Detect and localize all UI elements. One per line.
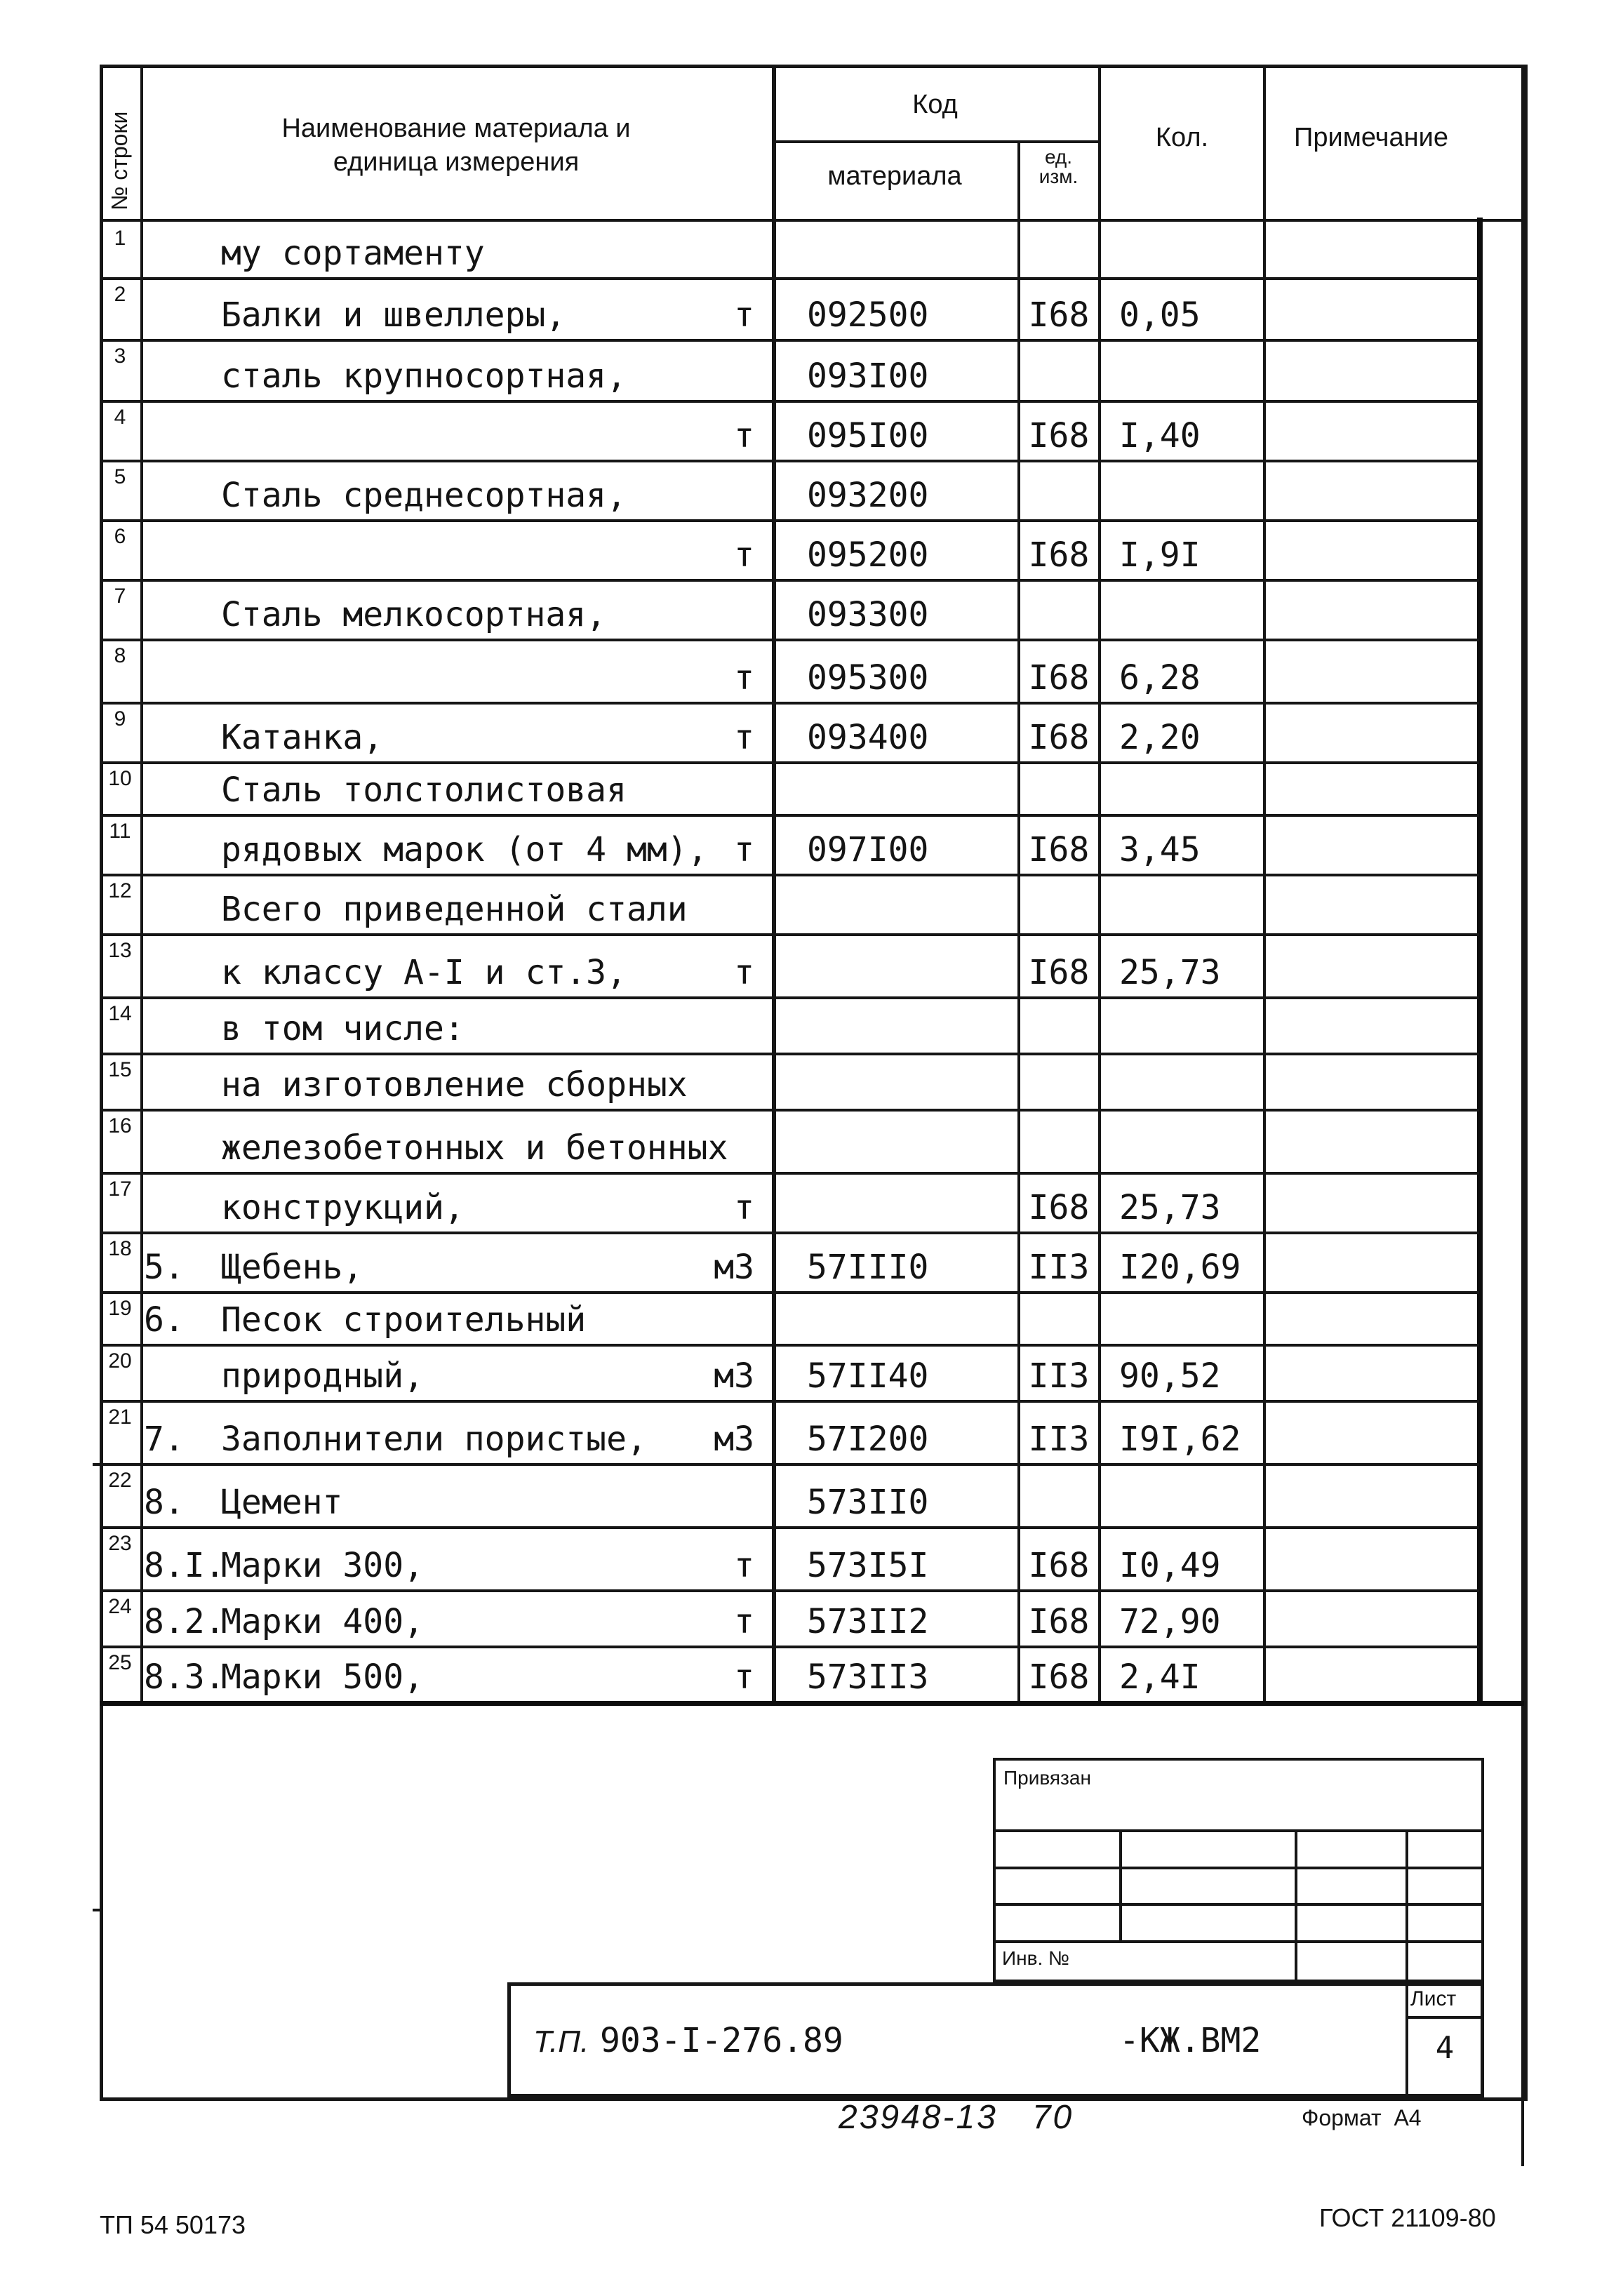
row-number: 4 bbox=[114, 406, 126, 429]
unit-code: I68 bbox=[1028, 953, 1090, 992]
sheet-label-line bbox=[1405, 2016, 1484, 2019]
material-unit: м3 bbox=[714, 1248, 754, 1287]
row-number: 17 bbox=[108, 1177, 132, 1201]
name-header-line1: Наименование материала и bbox=[281, 114, 631, 143]
code-unit-header-line1: ед. bbox=[1044, 146, 1073, 168]
quantity: 2,20 bbox=[1119, 718, 1201, 757]
material-name: Марки 500, bbox=[221, 1657, 424, 1697]
material-code: 573I5I bbox=[807, 1546, 929, 1585]
handwritten-number: 23948-13 70 bbox=[839, 2099, 1074, 2136]
sheet-number: 4 bbox=[1435, 2030, 1455, 2066]
col-rowno-line bbox=[140, 65, 143, 1703]
material-name: в том числе: bbox=[221, 1009, 465, 1048]
unit-code: II3 bbox=[1028, 1248, 1090, 1287]
material-unit: т bbox=[734, 830, 754, 869]
bound-line3 bbox=[993, 1903, 1484, 1906]
code-header: Код bbox=[912, 90, 958, 119]
qty-header: Кол. bbox=[1155, 123, 1209, 152]
edge-tick-1 bbox=[93, 1463, 102, 1466]
material-name: к классу А-I и ст.3, bbox=[221, 953, 627, 992]
row-divider bbox=[100, 460, 1479, 462]
quantity: I20,69 bbox=[1119, 1248, 1241, 1287]
material-name: на изготовление сборных bbox=[221, 1065, 688, 1104]
name-header-line2: единица измерения bbox=[333, 147, 580, 177]
bound-vline2 bbox=[1295, 1829, 1297, 1982]
row-number: 25 bbox=[108, 1651, 132, 1674]
row-number: 24 bbox=[108, 1595, 132, 1618]
unit-code: I68 bbox=[1028, 658, 1090, 698]
material-name: Марки 400, bbox=[221, 1602, 424, 1641]
row-divider bbox=[100, 579, 1479, 582]
row-divider bbox=[100, 1646, 1479, 1648]
material-name: Сталь толстолистовая bbox=[221, 770, 627, 810]
row-divider bbox=[100, 339, 1479, 342]
row-divider bbox=[100, 1172, 1479, 1175]
material-name: Заполнители пористые, bbox=[221, 1420, 647, 1459]
quantity: 2,4I bbox=[1119, 1657, 1201, 1697]
footer-right: ГОСТ 21109-80 bbox=[1319, 2203, 1496, 2232]
unit-code: I68 bbox=[1028, 295, 1090, 335]
material-code: 093300 bbox=[807, 595, 929, 634]
unit-code: I68 bbox=[1028, 535, 1090, 575]
material-code: 57I200 bbox=[807, 1420, 929, 1459]
material-name: Цемент bbox=[221, 1483, 343, 1522]
material-name: рядовых марок (от 4 мм), bbox=[221, 830, 708, 869]
material-code: 095300 bbox=[807, 658, 929, 698]
format-label: Формат А4 bbox=[1302, 2105, 1422, 2130]
quantity: 0,05 bbox=[1119, 295, 1201, 335]
header-bottom-line bbox=[100, 219, 1524, 222]
material-code: 573II0 bbox=[807, 1483, 929, 1522]
row-divider bbox=[100, 1400, 1479, 1403]
row-number: 6 bbox=[114, 525, 126, 548]
col-name-line bbox=[772, 65, 776, 1703]
footer-left: ТП 54 50173 bbox=[100, 2210, 246, 2239]
row-number: 8 bbox=[114, 644, 126, 667]
material-code: 57II40 bbox=[807, 1356, 929, 1396]
material-unit: т bbox=[734, 658, 754, 698]
unit-code: II3 bbox=[1028, 1420, 1090, 1459]
row-number: 1 bbox=[114, 227, 126, 250]
bound-line4 bbox=[993, 1940, 1484, 1943]
code-subheader-line bbox=[772, 140, 1098, 143]
row-number: 7 bbox=[114, 585, 126, 608]
row-divider bbox=[100, 1526, 1479, 1529]
col-qty-line bbox=[1263, 65, 1266, 1703]
inventory-label: Инв. № bbox=[1002, 1947, 1070, 1969]
row-divider bbox=[100, 400, 1479, 403]
material-unit: т bbox=[734, 295, 754, 335]
doc-code: -КЖ.ВМ2 bbox=[1119, 2021, 1262, 2060]
row-divider bbox=[100, 1232, 1479, 1234]
material-code: 092500 bbox=[807, 295, 929, 335]
row-divider bbox=[100, 702, 1479, 705]
unit-code: I68 bbox=[1028, 1602, 1090, 1641]
item-number: 8.2. bbox=[144, 1602, 225, 1641]
edge-tick-2 bbox=[93, 1909, 102, 1911]
quantity: I9I,62 bbox=[1119, 1420, 1241, 1459]
col-unit-line bbox=[1098, 65, 1101, 1703]
bound-label: Привязан bbox=[1003, 1767, 1091, 1789]
material-name: Сталь среднесортная, bbox=[221, 476, 627, 515]
material-name: Щебень, bbox=[221, 1248, 363, 1287]
row-divider bbox=[100, 874, 1479, 876]
item-number: 7. bbox=[144, 1420, 185, 1459]
row-number: 14 bbox=[108, 1002, 132, 1025]
material-code: 093400 bbox=[807, 718, 929, 757]
material-unit: т bbox=[734, 953, 754, 992]
row-divider bbox=[100, 996, 1479, 999]
unit-code: I68 bbox=[1028, 416, 1090, 455]
row-divider bbox=[100, 519, 1479, 522]
row-divider bbox=[100, 277, 1479, 280]
material-unit: т bbox=[734, 1188, 754, 1227]
row-number: 19 bbox=[108, 1297, 132, 1320]
unit-code: I68 bbox=[1028, 1546, 1090, 1585]
material-unit: т bbox=[734, 718, 754, 757]
row-number: 5 bbox=[114, 465, 126, 488]
row-number: 21 bbox=[108, 1406, 132, 1429]
row-divider bbox=[100, 1291, 1479, 1294]
bound-line2 bbox=[993, 1867, 1484, 1869]
bound-line1 bbox=[993, 1829, 1484, 1832]
unit-code: I68 bbox=[1028, 830, 1090, 869]
code-unit-header-line2: изм. bbox=[1039, 166, 1079, 187]
material-name: Марки 300, bbox=[221, 1546, 424, 1585]
row-divider bbox=[100, 639, 1479, 641]
row-divider bbox=[100, 1053, 1479, 1055]
material-code: 095200 bbox=[807, 535, 929, 575]
material-name: сталь крупносортная, bbox=[221, 356, 627, 396]
quantity: I,40 bbox=[1119, 416, 1201, 455]
row-number: 12 bbox=[108, 879, 132, 902]
quantity: 25,73 bbox=[1119, 953, 1221, 992]
material-unit: т bbox=[734, 1657, 754, 1697]
quantity: 72,90 bbox=[1119, 1602, 1221, 1641]
material-name: конструкций, bbox=[221, 1188, 465, 1227]
quantity: 25,73 bbox=[1119, 1188, 1221, 1227]
quantity: 3,45 bbox=[1119, 830, 1201, 869]
row-divider bbox=[100, 1109, 1479, 1112]
material-name: Балки и швеллеры, bbox=[221, 295, 566, 335]
material-unit: т bbox=[734, 535, 754, 575]
material-name: природный, bbox=[221, 1356, 424, 1396]
material-unit: т bbox=[734, 416, 754, 455]
sheet-label: Лист bbox=[1410, 1987, 1457, 2010]
table-bottom-line bbox=[100, 1701, 1524, 1706]
material-unit: т bbox=[734, 1602, 754, 1641]
unit-code: I68 bbox=[1028, 718, 1090, 757]
material-name: му сортаменту bbox=[221, 234, 485, 273]
row-divider bbox=[100, 761, 1479, 764]
unit-code: I68 bbox=[1028, 1657, 1090, 1697]
row-number: 2 bbox=[114, 283, 126, 306]
col-code-line bbox=[1017, 140, 1020, 1703]
material-code: 573II3 bbox=[807, 1657, 929, 1697]
item-number: 8.3. bbox=[144, 1657, 225, 1697]
quantity: 90,52 bbox=[1119, 1356, 1221, 1396]
row-number: 13 bbox=[108, 939, 132, 962]
material-name: железобетонных и бетонных bbox=[221, 1128, 728, 1168]
row-number: 15 bbox=[108, 1058, 132, 1081]
row-divider bbox=[100, 1463, 1479, 1466]
material-unit: т bbox=[734, 1546, 754, 1585]
material-name: Песок строительный bbox=[221, 1300, 587, 1340]
row-divider bbox=[100, 1589, 1479, 1592]
doc-number: 903-I-276.89 bbox=[600, 2021, 843, 2060]
row-number: 18 bbox=[108, 1237, 132, 1260]
row-number: 3 bbox=[114, 345, 126, 368]
row-divider bbox=[100, 1344, 1479, 1347]
row-number: 11 bbox=[109, 820, 131, 843]
unit-code: II3 bbox=[1028, 1356, 1090, 1396]
material-code: 093I00 bbox=[807, 356, 929, 396]
row-divider bbox=[100, 933, 1479, 936]
col-note-right-line bbox=[1477, 218, 1483, 1703]
quantity: I,9I bbox=[1119, 535, 1201, 575]
row-divider bbox=[100, 814, 1479, 817]
material-name: Сталь мелкосортная, bbox=[221, 595, 607, 634]
unit-code: I68 bbox=[1028, 1188, 1090, 1227]
row-number: 10 bbox=[108, 767, 132, 790]
material-unit: м3 bbox=[714, 1356, 754, 1396]
row-number: 22 bbox=[108, 1469, 132, 1492]
material-code: 57III0 bbox=[807, 1248, 929, 1287]
item-number: 5. bbox=[144, 1248, 185, 1287]
row-number: 9 bbox=[114, 707, 126, 730]
row-number: 20 bbox=[108, 1349, 132, 1373]
item-number: 8.I. bbox=[144, 1546, 225, 1585]
bound-vline1 bbox=[1119, 1829, 1122, 1942]
doc-prefix: Т.П. bbox=[533, 2024, 589, 2059]
material-code: 093200 bbox=[807, 476, 929, 515]
material-unit: м3 bbox=[714, 1420, 754, 1459]
frame-right-line bbox=[1521, 65, 1524, 2166]
material-name: Катанка, bbox=[221, 718, 384, 757]
bound-vline3 bbox=[1405, 1829, 1408, 1982]
material-code: 573II2 bbox=[807, 1602, 929, 1641]
row-number: 16 bbox=[108, 1114, 132, 1137]
quantity: I0,49 bbox=[1119, 1546, 1221, 1585]
material-name: Всего приведенной стали bbox=[221, 890, 688, 929]
item-number: 8. bbox=[144, 1483, 185, 1522]
quantity: 6,28 bbox=[1119, 658, 1201, 698]
code-material-header: материала bbox=[827, 161, 962, 191]
row-number-header: № строки bbox=[107, 111, 132, 211]
note-header: Примечание bbox=[1294, 123, 1448, 152]
row-number: 23 bbox=[108, 1532, 132, 1555]
item-number: 6. bbox=[144, 1300, 185, 1340]
material-code: 095I00 bbox=[807, 416, 929, 455]
material-code: 097I00 bbox=[807, 830, 929, 869]
